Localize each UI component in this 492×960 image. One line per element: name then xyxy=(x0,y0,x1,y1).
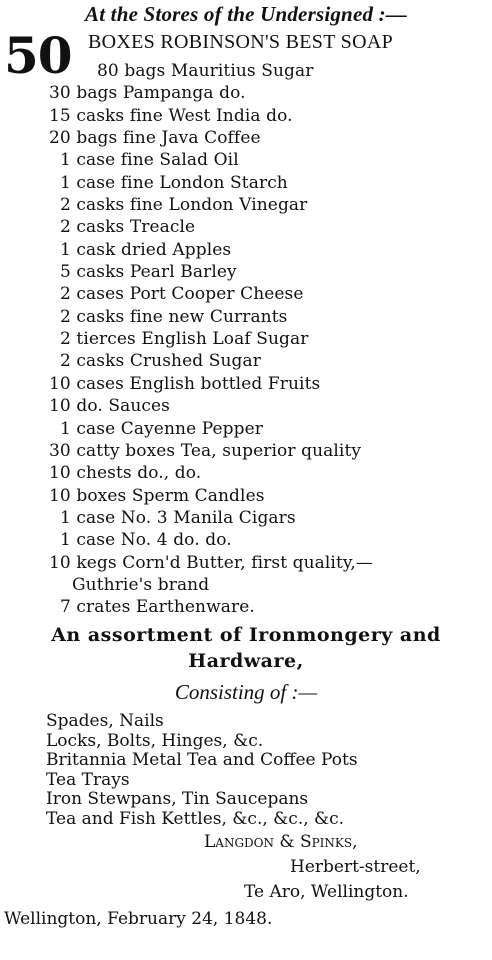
list-item: 20 bags fine Java Coffee xyxy=(49,128,261,149)
section-subtitle: Consisting of :— xyxy=(174,680,318,704)
list-item: 1 case fine London Starch xyxy=(60,172,288,193)
section-title-line1: An assortment of Ironmongery and xyxy=(51,624,441,646)
list-item: 5 casks Pearl Barley xyxy=(60,262,237,283)
list-item: 10 do. Sauces xyxy=(49,396,170,417)
list-item: 10 cases English bottled Fruits xyxy=(49,373,321,394)
list-item: Spades, Nails xyxy=(46,711,164,731)
list-item: Locks, Bolts, Hinges, &c. xyxy=(46,730,264,751)
list-item: 10 boxes Sperm Candles xyxy=(49,485,265,506)
list-item: 1 case fine Salad Oil xyxy=(60,150,239,171)
list-item: 1 case No. 4 do. do. xyxy=(60,530,232,551)
list-item: 2 cases Port Cooper Cheese xyxy=(60,284,304,305)
advert-heading: At the Stores of the Undersigned :— xyxy=(84,2,408,26)
list-item: Tea and Fish Kettles, &c., &c., &c. xyxy=(46,808,345,829)
section-title-line2: Hardware, xyxy=(188,650,304,672)
list-item: 2 casks fine new Currants xyxy=(60,306,288,327)
list-item: 2 casks fine London Vinegar xyxy=(60,195,308,216)
signature-place: Te Aro, Wellington. xyxy=(244,882,409,902)
list-item: 1 case Cayenne Pepper xyxy=(60,418,264,439)
list-item: Iron Stewpans, Tin Saucepans xyxy=(46,789,309,810)
list-item: Britannia Metal Tea and Coffee Pots xyxy=(46,750,358,771)
signature-firm: Langdon & Spinks, xyxy=(204,832,358,852)
list-item: 10 kegs Corn'd Butter, first quality,— xyxy=(49,552,373,573)
list-item: 30 catty boxes Tea, superior quality xyxy=(49,440,362,461)
list-item: 80 bags Mauritius Sugar xyxy=(97,61,314,81)
list-item: 2 tierces English Loaf Sugar xyxy=(60,329,309,350)
list-item: 1 cask dried Apples xyxy=(60,239,232,260)
list-item: 15 casks fine West India do. xyxy=(49,105,293,126)
hardware-list xyxy=(46,712,358,830)
list-item: 10 chests do., do. xyxy=(49,463,202,484)
list-item: Guthrie's brand xyxy=(72,574,210,595)
list-item: 2 casks Crushed Sugar xyxy=(60,351,261,372)
goods-list xyxy=(0,60,492,619)
list-item: 30 bags Pampanga do. xyxy=(49,83,246,104)
list-item: 1 case No. 3 Manila Cigars xyxy=(60,507,296,528)
signature-street: Herbert-street, xyxy=(290,857,421,877)
list-item: Tea Trays xyxy=(46,769,130,790)
lead-quantity: 50 xyxy=(4,26,72,85)
list-item: 2 casks Treacle xyxy=(60,217,196,238)
lead-item: BOXES ROBINSON'S BEST SOAP xyxy=(88,31,393,53)
list-item: 7 crates Earthenware. xyxy=(60,597,255,618)
dateline: Wellington, February 24, 1848. xyxy=(4,909,273,929)
